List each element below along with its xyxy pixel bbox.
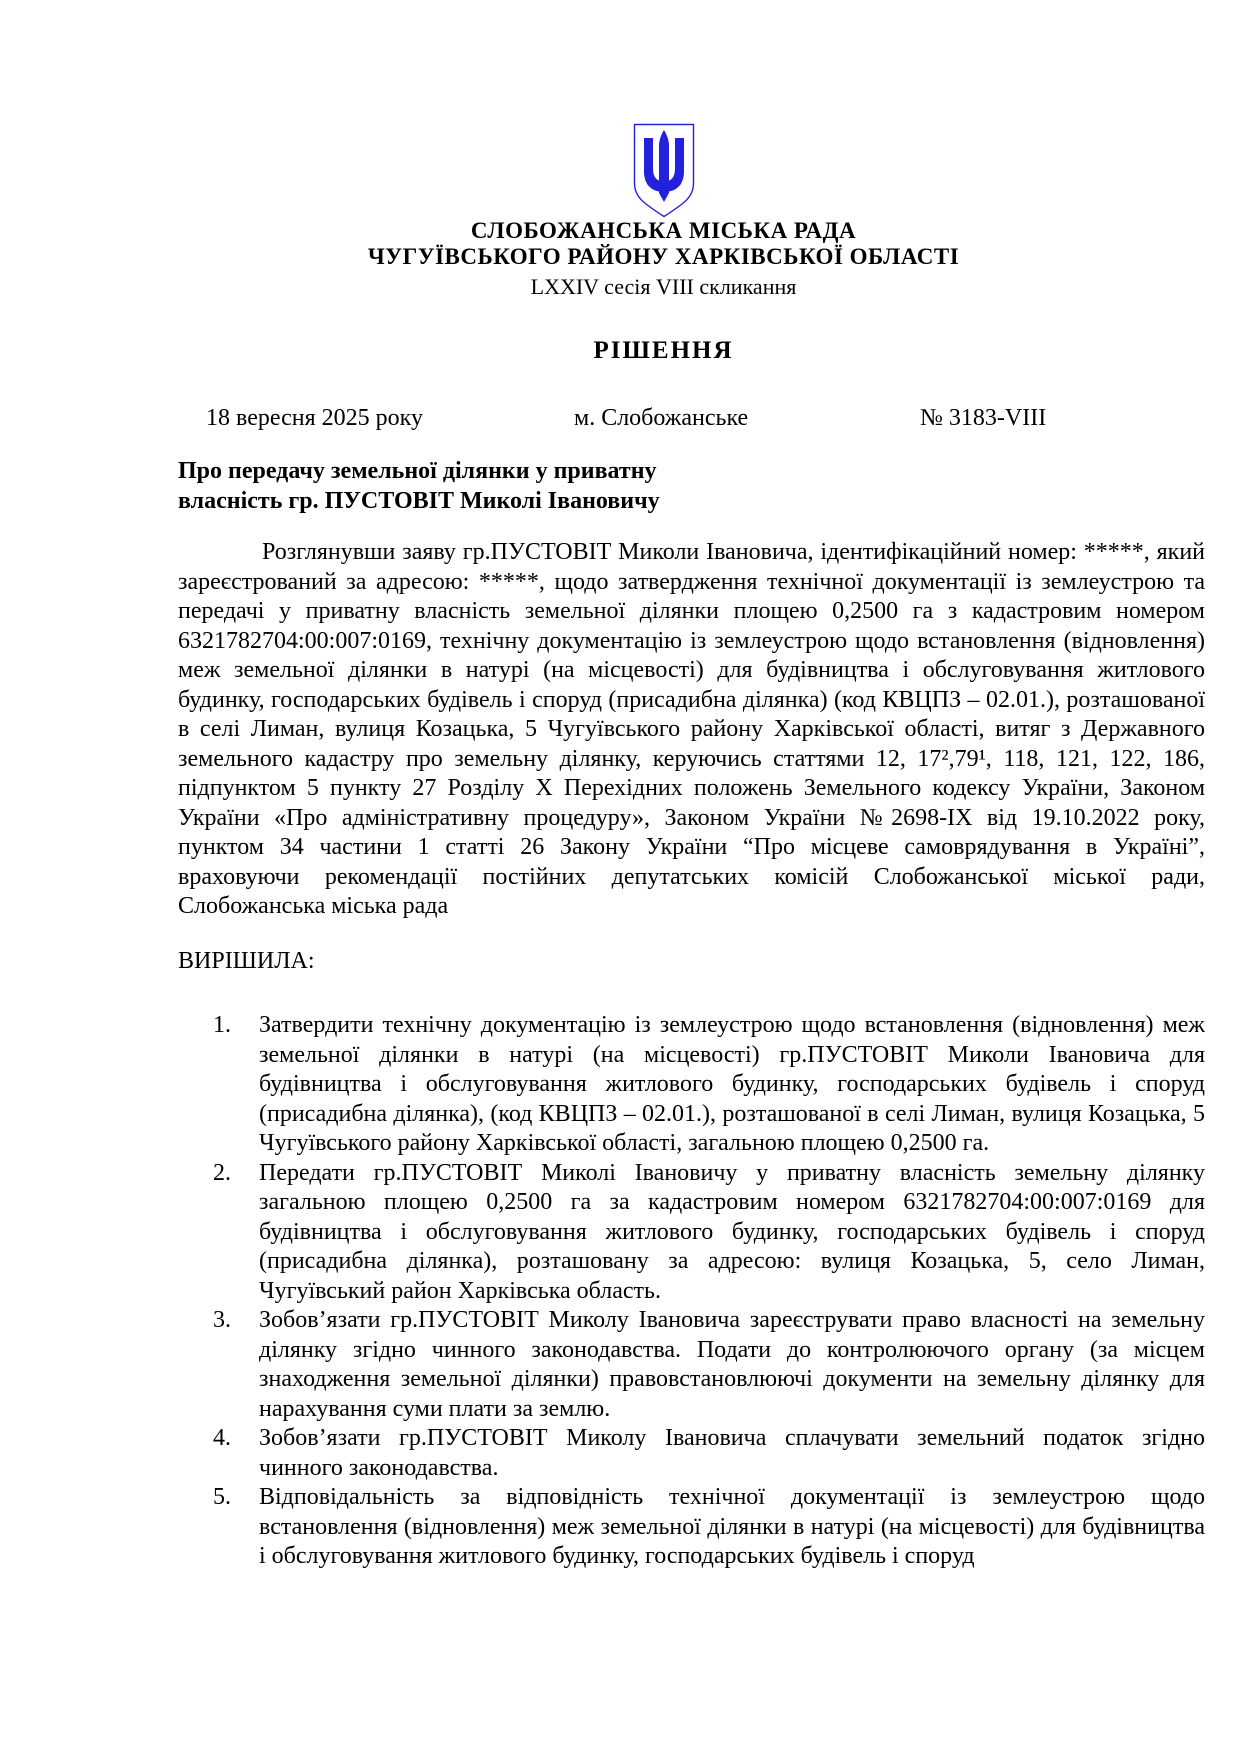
document-type-heading: РІШЕННЯ <box>593 337 734 364</box>
list-item-text: Зобов’язати гр.ПУСТОВІТ Миколу Івановича зареєструвати право власності на земельну ділянку згідно чинного законодавства. Подати до контролюючого органу (за місцем знаходження земельної ділянки) правовстановлюючі документи на земельну ділянку для нарахування суми плати за землю. <box>259 1307 1205 1422</box>
document-content <box>178 0 1205 1572</box>
list-item <box>178 1306 1205 1424</box>
list-item-text: Відповідальність за відповідність технічної документації із землеустрою щодо встановлення (відновлення) меж земельної ділянки в натурі (на місцевості) для будівництва і обслуговування житлового будинку, господарських будівель і споруд <box>259 1484 1205 1569</box>
list-item <box>178 1483 1205 1572</box>
decision-place: м. Слобожанське <box>574 405 749 431</box>
list-item <box>178 1159 1205 1307</box>
list-item <box>178 1011 1205 1159</box>
document-title-line-2: власність гр. ПУСТОВІТ Миколі Івановичу <box>178 488 660 514</box>
list-item-text: Передати гр.ПУСТОВІТ Миколі Івановичу у приватну власність земельну ділянку загальною площею 0,2500 га за кадастровим номером 6321782704:00:007:0169 для будівництва і обслуговування житлового будинку, господарських будівель і споруд (присадибна ділянка), розташовану за адресою: вулиця Козацька, 5, село Лиман, Чугуївський район Харківська область. <box>259 1159 1205 1304</box>
list-item-text: Затвердити технічну документацію із землеустрою щодо встановлення (відновлення) меж земельної ділянки в натурі (на місцевості) гр.ПУСТОВІТ Миколи Івановича для будівництва і обслуговування житлового будинку, господарських будівель і споруд (присадибна ділянка), (код КВЦПЗ – 02.01.), розташованої в селі Лиман, вулиця Козацька, 5 Чугуївського району Харківської області, загальною площею 0,2500 га. <box>259 1012 1205 1156</box>
list-item-number: 2. <box>213 1159 231 1186</box>
list-item-number: 4. <box>213 1425 231 1451</box>
session-line: LXXIV сесія VIII скликання <box>530 274 797 299</box>
document-title-line-1: Про передачу земельної ділянки у приватну <box>178 458 657 484</box>
meta-row <box>178 404 1205 434</box>
resolved-label: ВИРІШИЛА: <box>178 947 315 974</box>
council-name: СЛОБОЖАНСЬКА МІСЬКА РАДА <box>470 218 857 243</box>
document-title <box>178 456 1205 516</box>
list-item <box>178 1424 1205 1483</box>
list-item-number: 1. <box>213 1012 231 1038</box>
list-item-text: Зобов’язати гр.ПУСТОВІТ Миколу Івановича сплачувати земельний податок згідно чинного законодавства. <box>259 1425 1205 1481</box>
resolution-list <box>178 1011 1205 1572</box>
district-name: ЧУГУЇВСЬКОГО РАЙОНУ ХАРКІВСЬКОЇ ОБЛАСТІ <box>367 244 960 269</box>
list-item-number: 3. <box>213 1307 231 1333</box>
decision-date: 18 вересня 2025 року <box>206 405 423 431</box>
ukraine-trident-emblem-icon <box>633 123 695 218</box>
list-item-number: 5. <box>213 1484 231 1510</box>
decision-number: № 3183-VIII <box>920 405 1047 431</box>
preamble-paragraph: Розглянувши заяву гр.ПУСТОВІТ Миколи Івановича, ідентифікаційний номер: *****, який зареєстрований за адресою: *****, щодо затвердження технічної документації із землеустрою та передачі у приватну власність земельної ділянки площею 0,2500 га з кадастровим номером 6321782704:00:007:0169, технічну документацію із землеустрою щодо встановлення (відновлення) меж земельної ділянки в натурі (на місцевості) для будівництва і обслуговування житлового будинку, господарських будівель і споруд (присадибна ділянка) (код КВЦПЗ – 02.01.), розташованої в селі Лиман, вулиця Козацька, 5 Чугуївського району Харківської області, витяг з Державного земельного кадастру про земельну ділянку, керуючись статтями 12, 17²,79¹, 118, 121, 122, 186, підпунктом 5 пункту 27 Розділу X Перехідних положень Земельного кодексу України, Законом України «Про адміністративну процедуру», Законом України №2698-IX від 19.10.2022 року, пунктом 34 частини 1 статті 26 Закону України “Про місцеве самоврядування в Україні”, враховуючи рекомендації постійних депутатських комісій Слобожанської міської ради, Слобожанська міська рада <box>178 539 1205 919</box>
emblem-container <box>178 0 1149 218</box>
